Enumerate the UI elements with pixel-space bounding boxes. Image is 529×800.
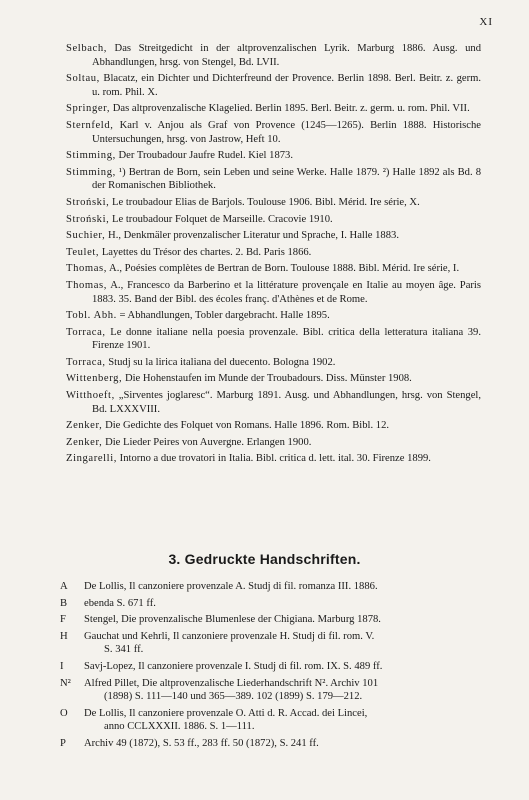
manuscript-text (84, 580, 482, 594)
entry-text: Blacatz, ein Dichter und Dichterfreund der Provence. Berlin 1898. Berl. Beitr. z. germ. u. rom. Phil. X. (92, 73, 481, 98)
section-heading: 3. Gedruckte Handschriften. (168, 551, 361, 567)
entry-text: A., Poésies complètes de Bertran de Born. Toulouse 1888. Bibl. Mérid. Ire série, I. (106, 263, 460, 275)
entry-author: Stroński, (66, 213, 110, 225)
bibliography-entry (66, 356, 481, 370)
entry-author: Tobl. Abh. (66, 310, 117, 322)
entry-author: Springer, (66, 103, 111, 115)
entry-text: Die Gedichte des Folquet von Romans. Halle 1896. Rom. Bibl. 12. (102, 420, 390, 432)
manuscript-text (84, 630, 482, 657)
entry-author: Zingarelli, (66, 453, 118, 465)
manuscript-entry (46, 660, 482, 674)
manuscript-line: Savj-Lopez, Il canzoniere provenzale I. Studj di fil. rom. IX. S. 489 ff. (84, 660, 383, 672)
manuscript-line: De Lollis, Il canzoniere provenzale A. Studj di fil. romanza III. 1886. (84, 581, 378, 592)
manuscript-line-continued: (1898) S. 111—140 und 365—389. 102 (1899) S. 179—212. (104, 691, 363, 703)
bibliography-entry (66, 229, 481, 243)
entry-text: Le donne italiane nella poesia provenzale. Bibl. critica della letteratura italiana 39. Firenze 1901. (92, 326, 481, 352)
manuscript-line: Gauchat und Kehrli, Il canzoniere provenzale H. Studj di fil. rom. V. (84, 630, 375, 642)
manuscript-line: De Lollis, Il canzoniere provenzale O. Atti d. R. Accad. dei Lincei, (84, 707, 368, 719)
page-number: XI (479, 16, 493, 28)
manuscript-entry (46, 630, 482, 657)
entry-author: Stimming, (66, 150, 116, 162)
manuscript-sigle: O (60, 707, 68, 719)
entry-author: Zenker, (66, 436, 103, 448)
manuscript-line: Alfred Pillet, Die altprovenzalische Liederhandschrift N². Archiv 101 (84, 677, 379, 689)
manuscript-sigle: I (60, 660, 64, 672)
manuscript-text (84, 707, 482, 734)
entry-author: Teulet, (66, 246, 100, 258)
entry-text: Der Troubadour Jaufre Rudel. Kiel 1873. (115, 150, 293, 162)
manuscript-text (84, 677, 482, 704)
bibliography-entry (66, 452, 481, 466)
bibliography-entry (66, 262, 481, 276)
entry-author: Suchier, (66, 230, 106, 242)
manuscript-sigle: A (60, 581, 68, 592)
entry-text: Das altprovenzalische Klagelied. Berlin 1895. Berl. Beitr. z. germ. u. rom. Phil. VII. (110, 103, 470, 115)
bibliography-entry (66, 149, 481, 163)
entry-author: Zenker, (66, 420, 103, 432)
manuscript-entry (46, 737, 482, 751)
manuscript-line-continued: anno CCLXXXII. 1886. S. 1—111. (104, 721, 255, 733)
entry-text: Studj su la lirica italiana del duecento. Bologna 1902. (105, 356, 336, 368)
bibliography-entry (66, 372, 481, 386)
manuscript-text (84, 613, 482, 627)
manuscript-sigle: N² (60, 677, 71, 689)
bibliography-entry (66, 166, 481, 193)
entry-author: Wittenberg, (66, 373, 123, 385)
manuscript-entry (46, 707, 482, 734)
manuscript-sigle: B (60, 597, 68, 609)
entry-author: Torraca, (66, 326, 106, 338)
entry-text: = Abhandlungen, Tobler dargebracht. Halle 1895. (116, 310, 330, 322)
bibliography-entry (66, 246, 481, 260)
entry-author: Thomas, (66, 263, 107, 275)
bibliography-entry (66, 42, 481, 69)
manuscript-sigle: H (60, 630, 68, 642)
bibliography-entry (66, 102, 481, 116)
bibliography-list (66, 42, 481, 469)
entry-text: Le troubadour Folquet de Marseille. Cracovie 1910. (109, 213, 333, 225)
manuscript-text (84, 597, 482, 611)
manuscript-sigle: P (60, 737, 66, 749)
entry-text: Layettes du Trésor des chartes. 2. Bd. Paris 1866. (99, 246, 312, 258)
manuscript-sigle: F (60, 614, 66, 626)
entry-text: Le troubadour Elias de Barjols. Toulouse 1906. Bibl. Mérid. Ire série, X. (109, 196, 420, 208)
bibliography-entry (66, 419, 481, 433)
entry-text: ¹) Bertran de Born, sein Leben und seine Werke. Halle 1879. ²) Halle 1892 als Bd. 8 der Romanischen Bibliothek. (92, 166, 481, 192)
manuscript-entry (46, 613, 482, 627)
bibliography-entry (66, 196, 481, 210)
entry-text: Die Hohenstaufen im Munde der Troubadours. Diss. Münster 1908. (122, 373, 412, 385)
bibliography-entry (66, 436, 481, 450)
bibliography-entry (66, 213, 481, 227)
entry-text: A., Francesco da Barberino et la littérature provençale en Italie au moyen âge. Paris 1883. 35. Band der Bibl. des écoles franç. d'Athènes et de Rome. (92, 279, 481, 305)
entry-author: Stimming, (66, 166, 116, 178)
entry-author: Stroński, (66, 196, 110, 208)
entry-author: Thomas, (66, 279, 107, 291)
bibliography-entry (66, 279, 481, 306)
entry-author: Soltau, (66, 73, 100, 85)
entry-text: Intorno a due trovatori in Italia. Bibl. critica d. lett. ital. 30. Firenze 1899. (117, 453, 431, 465)
manuscript-line: ebenda S. 671 ff. (84, 597, 156, 609)
entry-text: Karl v. Anjou als Graf von Provence (1245—1265). Berlin 1888. Historische Untersuchungen, hrsg. von Jastrow, Heft 10. (92, 119, 481, 145)
entry-text: Das Streitgedicht in der altprovenzalischen Lyrik. Marburg 1886. Ausg. und Abhandlungen, hrsg. von Stengel, Bd. LVII. (92, 43, 481, 68)
manuscript-entry (46, 677, 482, 704)
entry-author: Sternfeld, (66, 119, 114, 131)
bibliography-entry (66, 389, 481, 416)
manuscript-text (84, 660, 482, 674)
entry-text: Die Lieder Peires von Auvergne. Erlangen 1900. (102, 436, 312, 448)
manuscript-text (84, 737, 482, 751)
manuscript-line: Stengel, Die provenzalische Blumenlese der Chigiana. Marburg 1878. (84, 614, 381, 626)
entry-author: Witthoeft, (66, 390, 115, 402)
entry-text: H., Denkmäler provenzalischer Literatur und Sprache, I. Halle 1883. (105, 230, 399, 242)
manuscript-line: Archiv 49 (1872), S. 53 ff., 283 ff. 50 (1872), S. 241 ff. (84, 737, 319, 749)
bibliography-entry (66, 119, 481, 146)
bibliography-entry (66, 72, 481, 99)
manuscript-entry (46, 580, 482, 594)
bibliography-entry (66, 309, 481, 323)
bibliography-entry (66, 326, 481, 353)
entry-author: Torraca, (66, 356, 106, 368)
manuscripts-list (46, 580, 482, 754)
manuscript-line-continued: S. 341 ff. (104, 644, 144, 656)
entry-text: „Sirventes joglaresc“. Marburg 1891. Ausg. und Abhandlungen, hrsg. von Stengel, Bd. LXXXVIII. (92, 390, 481, 415)
manuscript-entry (46, 597, 482, 611)
entry-author: Selbach, (66, 43, 107, 54)
